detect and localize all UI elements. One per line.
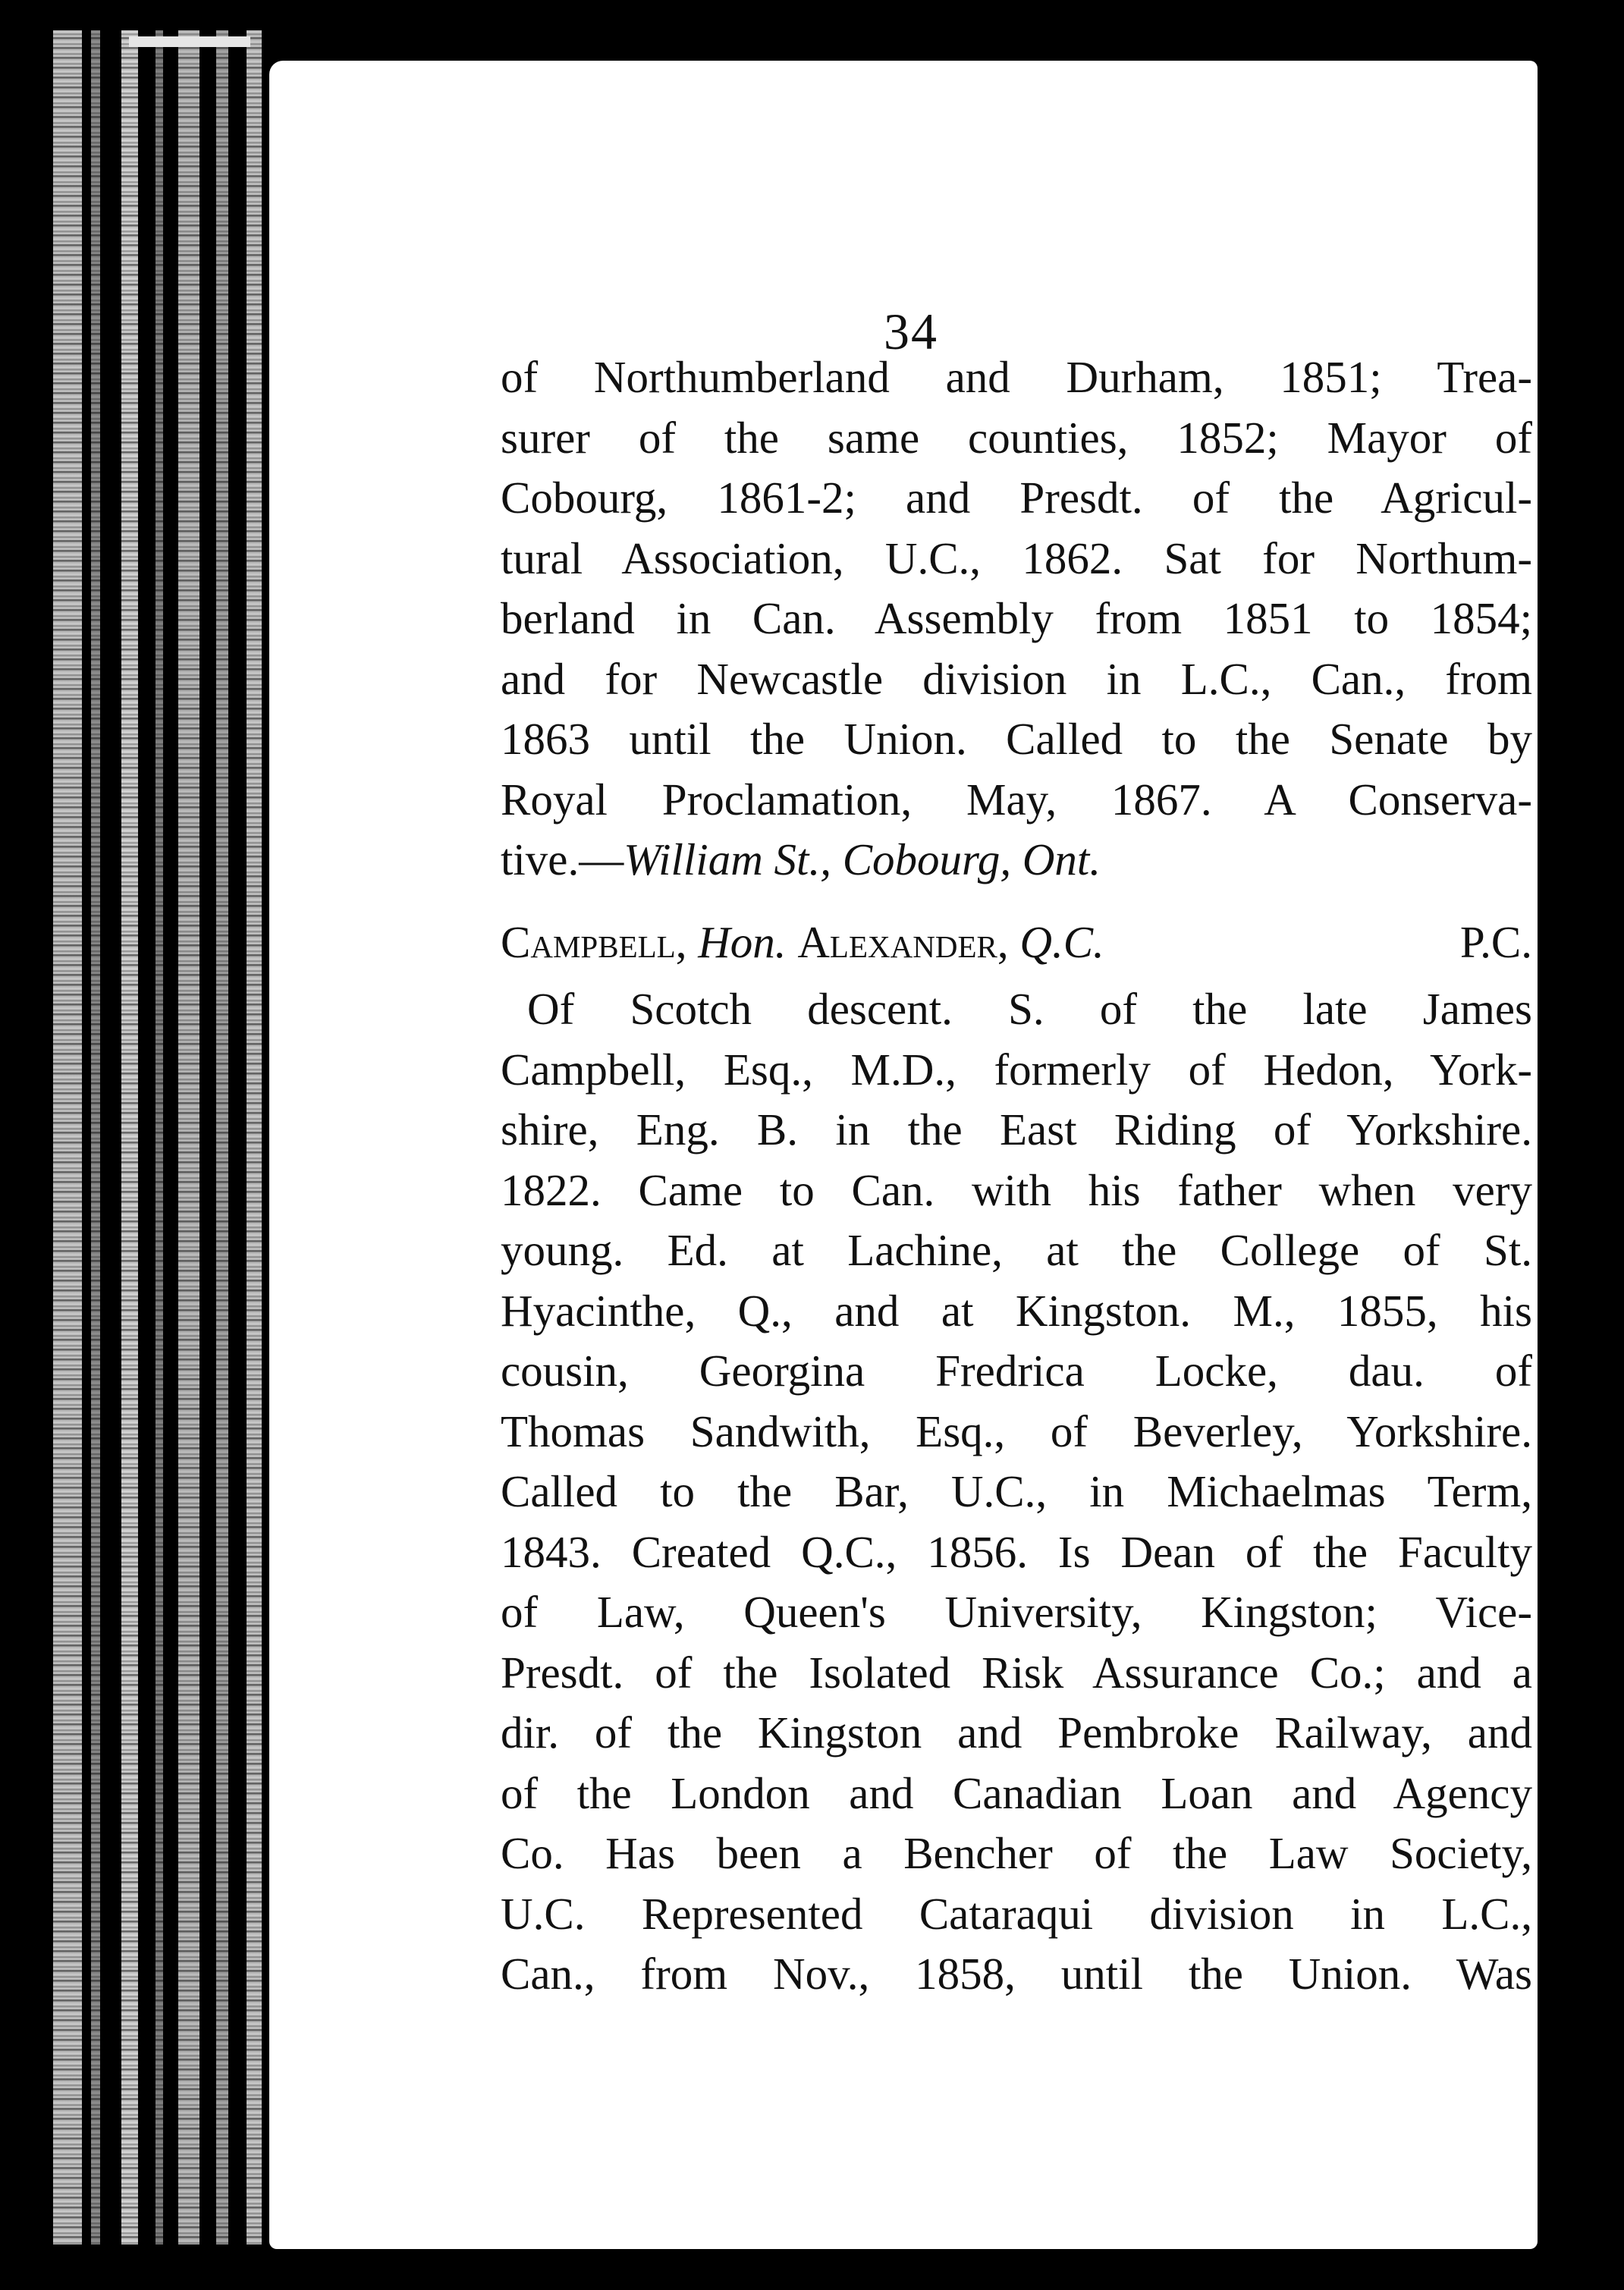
text-line: U.C. Represented Cataraqui division in L.C., <box>501 1888 1532 1939</box>
text-tive: tive.— <box>501 834 624 884</box>
text-line: surer of the same counties, 1852; Mayor of <box>501 412 1532 463</box>
text-line: shire, Eng. B. in the East Riding of Yorkshire. <box>501 1104 1532 1154</box>
entry-given-name: Alexander, <box>797 917 1009 967</box>
text-line: Presdt. of the Isolated Risk Assurance Co.; and a <box>501 1647 1532 1698</box>
text-line: 1863 until the Union. Called to the Senate by <box>501 714 1532 764</box>
text-line: Called to the Bar, U.C., in Michaelmas Term, <box>501 1466 1532 1516</box>
text-line: of the London and Canadian Loan and Agency <box>501 1767 1532 1818</box>
page-edge-strip <box>121 30 138 2244</box>
entry-surname: Campbell, <box>501 917 687 967</box>
entry-designation: P.C. <box>1459 917 1532 967</box>
text-line: of Law, Queen's University, Kingston; Vice- <box>501 1587 1532 1637</box>
text-line: Royal Proclamation, May, 1867. A Conserva- <box>501 774 1532 825</box>
entry-heading <box>501 916 1532 977</box>
text-line: and for Newcastle division in L.C., Can., from <box>501 653 1532 704</box>
page-edge-strip <box>53 30 82 2244</box>
entry-name <box>501 916 1104 969</box>
page-edge-strip <box>155 30 163 2244</box>
entry-honorific: Hon. <box>698 917 787 967</box>
text-line: tural Association, U.C., 1862. Sat for Northum- <box>501 532 1532 583</box>
scan-border-left <box>0 0 273 2290</box>
text-line: Of Scotch descent. S. of the late James <box>527 984 1532 1034</box>
page-edge-strip <box>91 30 100 2244</box>
page-number: 34 <box>884 303 938 360</box>
paragraph-continuation <box>501 347 1532 891</box>
text-line: Can., from Nov., 1858, until the Union. Was <box>501 1949 1532 1999</box>
entry-postnominal: Q.C. <box>1019 917 1104 967</box>
text-line: Thomas Sandwith, Esq., of Beverley, Yorkshire. <box>501 1406 1532 1456</box>
page-edge-strip <box>247 30 262 2244</box>
address-italic: William St., Cobourg, Ont. <box>624 834 1101 884</box>
page-edge-strip <box>178 30 199 2244</box>
scan-artifact-bar <box>129 36 250 47</box>
page-edge-strip <box>216 30 228 2244</box>
text-line: Hyacinthe, Q., and at Kingston. M., 1855, his <box>501 1285 1532 1336</box>
text-line: young. Ed. at Lachine, at the College of St. <box>501 1225 1532 1275</box>
text-line: of Northumberland and Durham, 1851; Trea- <box>501 352 1532 402</box>
text-line: 1843. Created Q.C., 1856. Is Dean of the Faculty <box>501 1526 1532 1577</box>
text-line: Cobourg, 1861-2; and Presdt. of the Agricul- <box>501 473 1532 523</box>
text-line: 1822. Came to Can. with his father when very <box>501 1164 1532 1215</box>
biography-paragraph <box>501 979 1532 2005</box>
text-line: dir. of the Kingston and Pembroke Railway, and <box>501 1707 1532 1758</box>
text-line-final <box>501 830 1532 891</box>
text-line: Co. Has been a Bencher of the Law Society, <box>501 1828 1532 1878</box>
text-line: Campbell, Esq., M.D., formerly of Hedon, York- <box>501 1044 1532 1095</box>
book-page <box>269 61 1538 2249</box>
text-line: berland in Can. Assembly from 1851 to 1854; <box>501 593 1532 643</box>
text-line: cousin, Georgina Fredrica Locke, dau. of <box>501 1346 1532 1396</box>
